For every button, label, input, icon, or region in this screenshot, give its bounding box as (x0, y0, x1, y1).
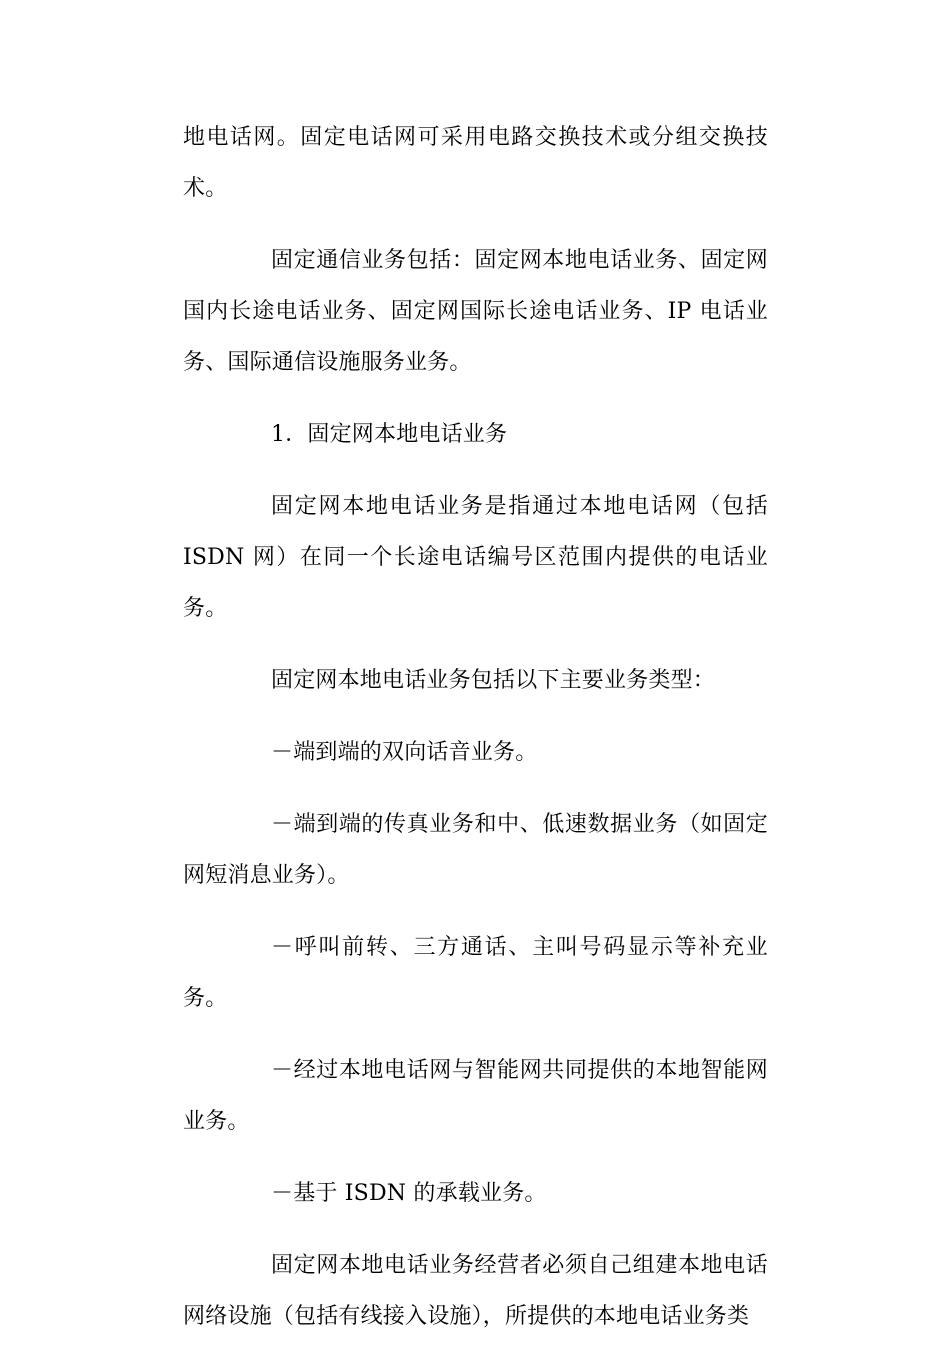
list-item: －端到端的传真业务和中、低速数据业务（如固定网短消息业务）。 (183, 812, 768, 888)
paragraph-service-overview: 固定通信业务包括：固定网本地电话业务、固定网国内长途电话业务、固定网国际长途电话业务、IP 电话业务、国际通信设施服务业务。 (183, 248, 768, 375)
document-body (183, 112, 768, 1363)
list-item: －经过本地电话网与智能网共同提供的本地智能网业务。 (183, 1058, 768, 1134)
list-item: －基于 ISDN 的承载业务。 (271, 1181, 547, 1206)
list-item: －呼叫前转、三方通话、主叫号码显示等补充业务。 (183, 935, 768, 1011)
paragraph-operator-requirement: 固定网本地电话业务经营者必须自己组建本地电话网络设施（包括有线接入设施），所提供的本地电话业务类 (183, 1253, 768, 1329)
paragraph-service-types-intro: 固定网本地电话业务包括以下主要业务类型： (271, 668, 716, 693)
section-heading: 1．固定网本地电话业务 (271, 422, 508, 447)
list-item: －端到端的双向话音业务。 (271, 740, 538, 765)
paragraph-definition: 固定网本地电话业务是指通过本地电话网（包括 ISDN 网）在同一个长途电话编号区范围内提供的电话业务。 (183, 494, 768, 621)
paragraph-continuation: 地电话网。固定电话网可采用电路交换技术或分组交换技术。 (183, 125, 768, 201)
